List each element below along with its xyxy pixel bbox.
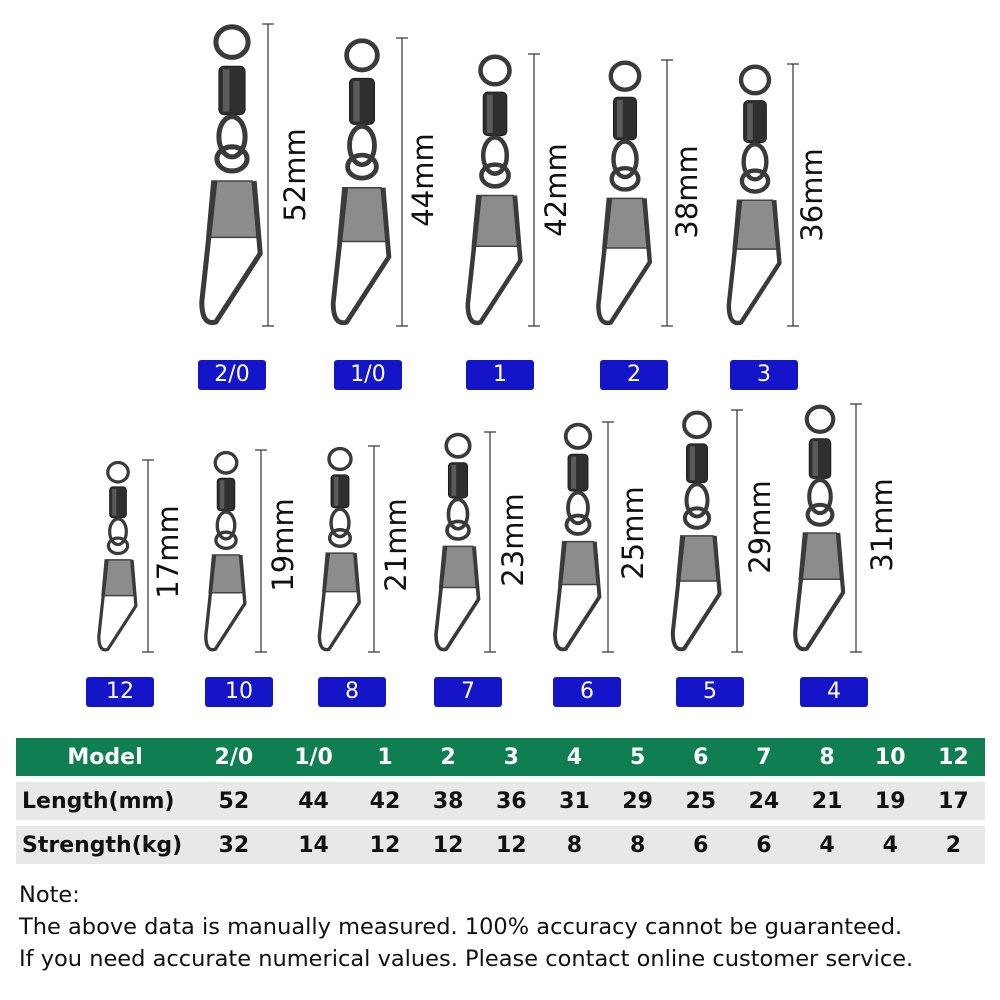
table-cell: 38 [417,782,480,820]
length-label-1: 42mm [539,143,573,237]
table-cell: 7 [732,738,795,776]
table-cell: 4 [796,826,859,864]
table-cell: 2 [922,826,985,864]
length-label-1-0: 44mm [406,133,440,227]
swivel-12 [99,463,136,650]
table-header-row [16,738,985,776]
table-row-length [16,782,985,820]
note-title: Note: [19,882,80,908]
table-cell: 3 [480,738,543,776]
swivel-8 [319,449,359,650]
length-label-10: 19mm [266,498,300,592]
header-model-label: Model [16,738,194,776]
size-badge-7: 7 [434,677,502,707]
length-label-3: 36mm [795,148,829,242]
table-cell: 19 [859,782,922,820]
length-label-7: 23mm [496,493,530,587]
size-badge-2: 2 [600,360,668,390]
size-badge-1: 1 [466,360,534,390]
swivel-6 [555,425,599,650]
table-cell: 8 [606,826,669,864]
table-cell: 1 [353,738,416,776]
table-cell: 12 [353,826,416,864]
swivel-1-0 [333,41,389,323]
length-label-6: 25mm [616,486,650,580]
table-cell: 44 [274,782,354,820]
table-row-strength [16,826,985,864]
table-cell: 1/0 [274,738,354,776]
table-cell: 14 [274,826,354,864]
table-cell: 6 [732,826,795,864]
swivel-1 [468,57,521,323]
table-cell: 42 [353,782,416,820]
table-cell: 17 [922,782,985,820]
swivel-10 [206,453,245,650]
note-line-1: The above data is manually measured. 100% accuracy cannot be guaranteed. [19,914,903,940]
table-cell: 25 [669,782,732,820]
swivel-2 [598,63,649,323]
table-cell: 5 [606,738,669,776]
table-cell: 6 [669,738,732,776]
swivel-2-0 [202,27,260,323]
size-badge-5: 5 [676,677,744,707]
size-badge-12: 12 [86,677,154,707]
length-label-5: 29mm [743,480,777,574]
spec-table [16,732,985,870]
swivel-5 [673,413,720,650]
table-cell: 29 [606,782,669,820]
length-label-12: 17mm [151,505,185,599]
swivel-4 [795,407,843,650]
dimension-line [602,422,614,652]
swivel-3 [729,67,780,323]
dimension-line [484,432,496,652]
row-length-label: Length(mm) [16,782,194,820]
length-label-4: 31mm [865,478,899,572]
table-cell: 12 [417,826,480,864]
dimension-line [262,24,274,326]
table-cell: 32 [194,826,274,864]
length-label-2: 38mm [670,145,704,239]
length-label-8: 21mm [379,498,413,592]
size-badge-4: 4 [800,677,868,707]
size-badge-6: 6 [553,677,621,707]
dimension-line [731,410,743,652]
table-cell: 4 [859,826,922,864]
dimension-line [850,404,862,652]
table-cell: 8 [543,826,606,864]
table-cell: 4 [543,738,606,776]
table-cell: 24 [732,782,795,820]
length-label-2-0: 52mm [278,128,312,222]
note-line-2: If you need accurate numerical values. Please contact online customer service. [19,946,914,972]
table-cell: 36 [480,782,543,820]
table-cell: 2/0 [194,738,274,776]
table-cell: 8 [796,738,859,776]
size-badge-1-0: 1/0 [334,360,402,390]
table-cell: 12 [480,826,543,864]
swivel-7 [436,435,479,650]
table-cell: 52 [194,782,274,820]
size-badge-10: 10 [205,677,273,707]
row-strength-label: Strength(kg) [16,826,194,864]
table-cell: 21 [796,782,859,820]
size-badge-8: 8 [318,677,386,707]
table-cell: 6 [669,826,732,864]
table-cell: 12 [922,738,985,776]
size-badge-3: 3 [730,360,798,390]
size-badge-2-0: 2/0 [198,360,266,390]
table-cell: 10 [859,738,922,776]
table-cell: 2 [417,738,480,776]
table-cell: 31 [543,782,606,820]
